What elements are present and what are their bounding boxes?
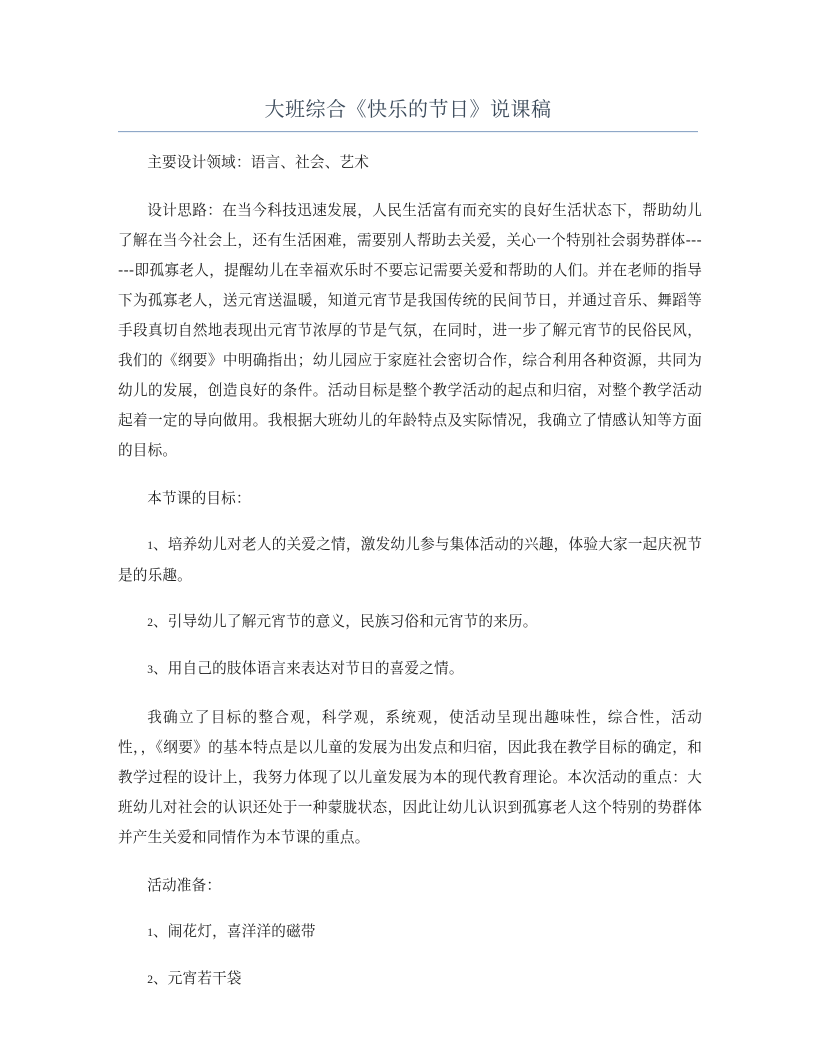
numbered-paragraph	[118, 917, 702, 948]
numbered-paragraph	[118, 964, 702, 995]
page-title: 大班综合《快乐的节日》说课稿	[264, 97, 552, 121]
list-item-text: 元宵若干袋	[167, 970, 242, 987]
numbered-paragraph	[118, 530, 702, 591]
list-separator: 、	[152, 613, 168, 630]
numbered-paragraph	[118, 654, 702, 685]
list-number: 2	[147, 974, 153, 986]
body-paragraph: 设计思路：在当今科技迅速发展，人民生活富有而充实的良好生活状态下，帮助幼儿了解在当今社会上，还有生活困难，需要别人帮助去关爱，关心一个特别社会弱势群体------即孤寡老人，提醒幼儿在幸福欢乐时不要忘记需要关爱和帮助的人们。并在老师的指导下为孤寡老人，送元宵送温暖，知道元宵节是我国传统的民间节日，并通过音乐、舞蹈等手段真切自然地表现出元宵节浓厚的节是气氛，在同时，进一步了解元宵节的民俗民风，我们的《纲要》中明确指出；幼儿园应于家庭社会密切合作，综合利用各种资源，共同为幼儿的发展，创造良好的条件。活动目标是整个教学活动的起点和归宿，对整个教学活动起着一定的导向做用。我根据大班幼儿的年龄特点及实际情况，我确立了情感认知等方面的目标。	[118, 202, 702, 459]
list-separator: 、	[152, 923, 168, 940]
body-paragraph: 我确立了目标的整合观，科学观，系统观，使活动呈现出趣味性，综合性，活动性，，《纲要》的基本特点是以儿童的发展为出发点和归宿，因此我在教学目标的确定，和教学过程的设计上，我努力体现了以儿童发展为本的现代教育理论。本次活动的重点：大班幼儿对社会的认识还处于一种蒙胧状态，因此让幼儿认识到孤寡老人这个特别的势群体并产生关爱和同情作为本节课的重点。	[118, 709, 702, 846]
list-separator: 、	[152, 660, 168, 677]
body-paragraph: 本节课的目标：	[147, 490, 251, 507]
list-number: 1	[147, 927, 153, 939]
list-item-text: 闹花灯，喜洋洋的磁带	[167, 923, 316, 940]
body-paragraph: 主要设计领域：语言、社会、艺术	[147, 154, 370, 171]
list-separator: 、	[152, 970, 168, 987]
list-item-text: 引导幼儿了解元宵节的意义，民族习俗和元宵节的来历。	[167, 613, 538, 630]
list-number: 1	[147, 540, 153, 552]
title-divider	[118, 131, 698, 133]
list-separator: 、	[152, 536, 168, 553]
document-body	[118, 148, 702, 995]
list-item-text: 培养幼儿对老人的关爱之情，激发幼儿参与集体活动的兴趣，体验大家一起庆祝节是的乐趣。	[118, 536, 702, 584]
list-number: 2	[147, 617, 153, 629]
list-item-text: 用自己的肢体语言来表达对节日的喜爱之情。	[167, 660, 464, 677]
list-number: 3	[147, 664, 153, 676]
body-paragraph: 活动准备：	[147, 877, 222, 894]
numbered-paragraph	[118, 607, 702, 638]
